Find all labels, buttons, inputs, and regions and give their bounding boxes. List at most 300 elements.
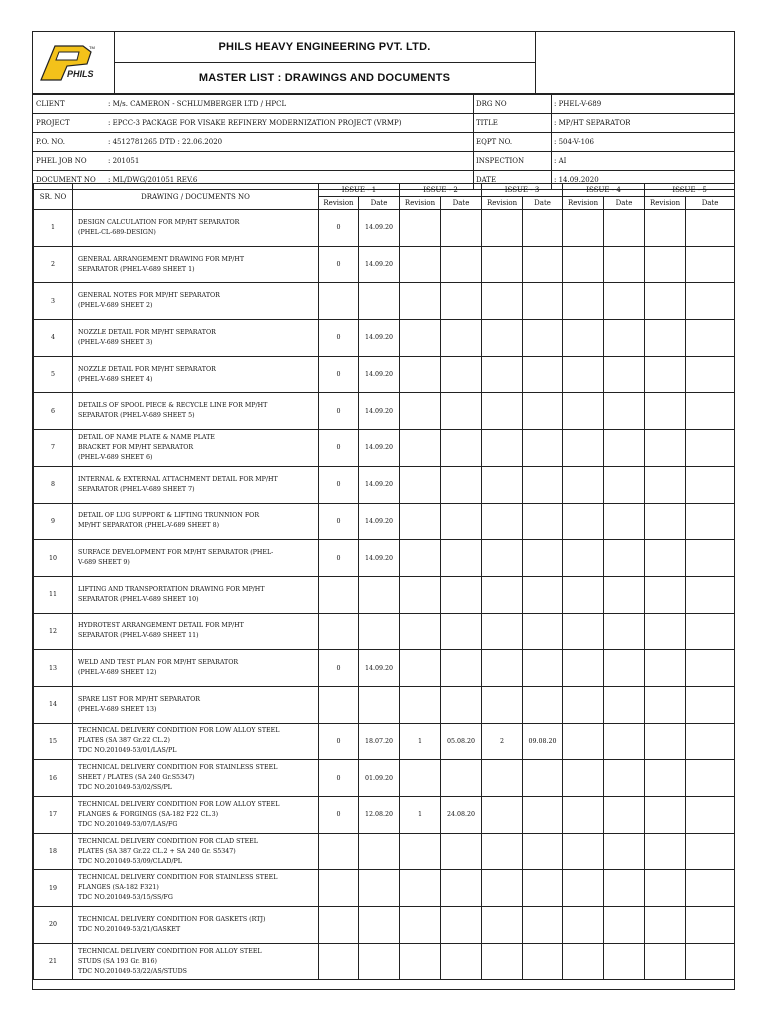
- table-row: [34, 760, 735, 797]
- issue-2-date-cell: [441, 283, 482, 320]
- issue-3-date-cell: [523, 797, 563, 834]
- empty-issue-cell: [645, 466, 686, 503]
- description-line: TECHNICAL DELIVERY CONDITION FOR LOW ALLOY STEEL: [78, 727, 280, 735]
- company-name: PHILS HEAVY ENGINEERING PVT. LTD.: [114, 32, 535, 63]
- issue-1-revision-cell: 0: [319, 210, 359, 247]
- empty-issue-cell: [645, 430, 686, 467]
- issue-3-date-cell: [523, 760, 563, 797]
- description-line: (PHEL-V-689 SHEET 13): [78, 705, 157, 713]
- issue-1-date-cell: [359, 907, 400, 944]
- issue-1-revision-cell: 0: [319, 540, 359, 577]
- issue-3-date-cell: [523, 833, 563, 870]
- issue-1-revision-cell: 0: [319, 393, 359, 430]
- drg-no-value: : PHEL-V-689: [554, 100, 602, 108]
- empty-issue-cell: [686, 430, 735, 467]
- issue-2-revision-cell: [400, 320, 441, 357]
- issue-1-revision-cell: 0: [319, 466, 359, 503]
- date-subheader: Date: [686, 197, 735, 210]
- issue-3-revision-cell: [482, 833, 523, 870]
- empty-issue-cell: [645, 393, 686, 430]
- empty-issue-cell: [604, 503, 645, 540]
- master-list-sheet: [32, 31, 735, 990]
- issue-2-date-cell: [441, 870, 482, 907]
- sr-no-cell: 3: [34, 283, 73, 320]
- description-line: (PHEL-V-689 SHEET 3): [78, 338, 153, 346]
- table-row: [34, 870, 735, 907]
- sr-no-cell: 17: [34, 797, 73, 834]
- issue-3-date-cell: [523, 246, 563, 283]
- issue-3-date-cell: [523, 943, 563, 980]
- issue-2-revision-cell: [400, 210, 441, 247]
- sr-no-cell: 16: [34, 760, 73, 797]
- issue-3-date-cell: [523, 907, 563, 944]
- issue-3-date-cell: [523, 576, 563, 613]
- issue-3-revision-cell: [482, 430, 523, 467]
- issue-1-date-cell: 14.09.20: [359, 393, 400, 430]
- empty-issue-cell: [604, 540, 645, 577]
- issue-2-date-cell: [441, 356, 482, 393]
- issue-2-date-cell: 24.08.20: [441, 797, 482, 834]
- empty-issue-cell: [645, 503, 686, 540]
- document-description-cell: [73, 760, 319, 797]
- description-line: PLATES (SA 387 Gr.22 CL.2): [78, 737, 170, 745]
- issue-1-date-cell: 14.09.20: [359, 503, 400, 540]
- title-cell: [114, 32, 536, 93]
- table-row: [34, 430, 735, 467]
- issue-2-date-cell: [441, 760, 482, 797]
- issue-2-revision-cell: [400, 356, 441, 393]
- description-line: (PHEL-V-689 SHEET 4): [78, 375, 153, 383]
- description-line: TECHNICAL DELIVERY CONDITION FOR CLAD STEEL: [78, 837, 258, 845]
- logo-tm: TM: [89, 45, 95, 50]
- empty-issue-cell: [604, 283, 645, 320]
- empty-issue-cell: [563, 686, 604, 723]
- document-description-cell: [73, 833, 319, 870]
- empty-issue-cell: [645, 650, 686, 687]
- sr-no-cell: 21: [34, 943, 73, 980]
- empty-issue-cell: [563, 210, 604, 247]
- table-row: [34, 576, 735, 613]
- issue-4-header: ISSUE - 4: [563, 184, 645, 197]
- divider: [473, 133, 474, 151]
- empty-issue-cell: [645, 576, 686, 613]
- empty-issue-cell: [563, 393, 604, 430]
- date-label: DATE: [476, 176, 497, 184]
- issue-3-header: ISSUE - 3: [482, 184, 563, 197]
- document-description-cell: [73, 246, 319, 283]
- empty-issue-cell: [563, 943, 604, 980]
- description-line: HYDROTEST ARRANGEMENT DETAIL FOR MP/HT: [78, 622, 244, 630]
- revision-subheader: Revision: [482, 197, 523, 210]
- issue-2-revision-cell: [400, 430, 441, 467]
- issue-1-revision-cell: 0: [319, 320, 359, 357]
- issue-1-date-cell: 14.09.20: [359, 540, 400, 577]
- empty-issue-cell: [563, 430, 604, 467]
- empty-issue-cell: [604, 907, 645, 944]
- empty-issue-cell: [686, 356, 735, 393]
- description-line: (PHEL-V-689 SHEET 6): [78, 453, 153, 461]
- divider: [473, 152, 474, 170]
- issue-3-revision-cell: [482, 686, 523, 723]
- issue-1-revision-cell: 0: [319, 797, 359, 834]
- document-description-cell: [73, 283, 319, 320]
- issue-2-date-cell: [441, 393, 482, 430]
- docno-label: DOCUMENT NO: [36, 176, 96, 184]
- sr-no-cell: 7: [34, 430, 73, 467]
- empty-issue-cell: [645, 797, 686, 834]
- client-value: : M/s. CAMERON - SCHLUMBERGER LTD / HPCL: [108, 100, 287, 108]
- empty-issue-cell: [686, 760, 735, 797]
- description-line: NOZZLE DETAIL FOR MP/HT SEPARATOR: [78, 365, 216, 373]
- logo-cell: [33, 32, 115, 93]
- issue-1-date-cell: 12.08.20: [359, 797, 400, 834]
- issue-3-revision-cell: [482, 246, 523, 283]
- issue-2-date-cell: [441, 576, 482, 613]
- description-line: TECHNICAL DELIVERY CONDITION FOR LOW ALLOY STEEL: [78, 800, 280, 808]
- description-line: (PHEL-CL-689-DESIGN): [78, 228, 156, 236]
- issue-3-date-cell: [523, 503, 563, 540]
- project-label: PROJECT: [36, 119, 70, 127]
- table-row: [34, 466, 735, 503]
- issue-2-date-cell: [441, 907, 482, 944]
- document-description-cell: [73, 686, 319, 723]
- empty-issue-cell: [645, 246, 686, 283]
- issue-1-date-cell: [359, 943, 400, 980]
- header-blank-cell: [535, 32, 734, 93]
- empty-issue-cell: [563, 283, 604, 320]
- empty-issue-cell: [604, 356, 645, 393]
- description-line: TDC NO.201049-53/22/AS/STUDS: [78, 967, 187, 975]
- info-row-client: [33, 95, 734, 114]
- empty-issue-cell: [686, 650, 735, 687]
- issue-1-date-cell: [359, 613, 400, 650]
- document-description-cell: [73, 613, 319, 650]
- document-description-cell: [73, 797, 319, 834]
- issue-1-date-cell: 14.09.20: [359, 320, 400, 357]
- issue-2-date-cell: [441, 943, 482, 980]
- empty-issue-cell: [604, 210, 645, 247]
- issue-1-date-cell: [359, 870, 400, 907]
- issue-1-revision-cell: 0: [319, 246, 359, 283]
- title-value: : MP/HT SEPARATOR: [554, 119, 631, 127]
- issue-1-date-cell: 14.09.20: [359, 246, 400, 283]
- empty-issue-cell: [563, 907, 604, 944]
- issue-3-revision-cell: [482, 650, 523, 687]
- empty-issue-cell: [645, 760, 686, 797]
- eqpt-value: : 504-V-106: [554, 138, 594, 146]
- description-line: TDC NO.201049-53/02/SS/PL: [78, 784, 172, 792]
- sr-no-cell: 18: [34, 833, 73, 870]
- issue-3-date-cell: [523, 540, 563, 577]
- issue-3-date-cell: [523, 466, 563, 503]
- empty-issue-cell: [686, 503, 735, 540]
- empty-issue-cell: [645, 210, 686, 247]
- description-line: BRACKET FOR MP/HT SEPARATOR: [78, 443, 194, 451]
- description-line: V-689 SHEET 9): [78, 559, 130, 567]
- job-value: : 201051: [108, 157, 140, 165]
- table-row: [34, 320, 735, 357]
- client-label: CLIENT: [36, 100, 65, 108]
- issue-2-revision-cell: [400, 907, 441, 944]
- sr-no-cell: 10: [34, 540, 73, 577]
- table-row: [34, 943, 735, 980]
- document-description-cell: [73, 430, 319, 467]
- issue-1-revision-cell: [319, 833, 359, 870]
- issue-3-revision-cell: [482, 760, 523, 797]
- issue-3-date-cell: [523, 210, 563, 247]
- empty-issue-cell: [686, 870, 735, 907]
- description-line: SURFACE DEVELOPMENT FOR MP/HT SEPARATOR (PHEL-: [78, 549, 274, 557]
- sr-no-cell: 1: [34, 210, 73, 247]
- empty-issue-cell: [563, 356, 604, 393]
- sr-no-cell: 8: [34, 466, 73, 503]
- empty-issue-cell: [604, 613, 645, 650]
- issue-3-date-cell: [523, 430, 563, 467]
- description-line: SEPARATOR (PHEL-V-689 SHEET 10): [78, 595, 199, 603]
- empty-issue-cell: [686, 723, 735, 760]
- description-line: (PHEL-V-689 SHEET 2): [78, 302, 153, 310]
- divider: [551, 114, 552, 132]
- empty-issue-cell: [645, 613, 686, 650]
- col-srno-header: SR. NO: [34, 184, 73, 210]
- empty-issue-cell: [563, 503, 604, 540]
- description-line: PLATES (SA 387 Gr.22 CL.2 + SA 240 Gr. S5347): [78, 847, 236, 855]
- document-header: [33, 32, 734, 93]
- issue-2-date-cell: [441, 650, 482, 687]
- description-line: FLANGES (SA-182 F321): [78, 884, 159, 892]
- issue-3-revision-cell: [482, 540, 523, 577]
- issue-3-revision-cell: [482, 283, 523, 320]
- document-description-cell: [73, 320, 319, 357]
- table-header-row: [34, 184, 735, 197]
- issue-2-date-cell: [441, 503, 482, 540]
- empty-issue-cell: [563, 723, 604, 760]
- empty-issue-cell: [645, 943, 686, 980]
- issue-2-revision-cell: [400, 393, 441, 430]
- table-row: [34, 907, 735, 944]
- issue-3-revision-cell: [482, 503, 523, 540]
- empty-issue-cell: [563, 833, 604, 870]
- document-description-cell: [73, 870, 319, 907]
- issue-1-date-cell: 14.09.20: [359, 356, 400, 393]
- issue-3-revision-cell: [482, 210, 523, 247]
- table-row: [34, 797, 735, 834]
- issue-1-revision-cell: 0: [319, 650, 359, 687]
- logo-text: PHILS: [67, 69, 94, 79]
- empty-issue-cell: [686, 320, 735, 357]
- empty-issue-cell: [686, 466, 735, 503]
- empty-issue-cell: [645, 283, 686, 320]
- issue-5-header: ISSUE - 5: [645, 184, 735, 197]
- empty-issue-cell: [686, 540, 735, 577]
- table-row: [34, 283, 735, 320]
- document-title: MASTER LIST : DRAWINGS AND DOCUMENTS: [198, 72, 451, 84]
- drg-no-label: DRG NO: [476, 100, 507, 108]
- divider: [551, 95, 552, 113]
- issue-3-date-cell: [523, 283, 563, 320]
- info-row-project: [33, 114, 734, 133]
- empty-issue-cell: [686, 943, 735, 980]
- empty-issue-cell: [645, 320, 686, 357]
- issue-1-revision-cell: [319, 576, 359, 613]
- info-block: [33, 93, 734, 190]
- documents-table: [33, 183, 735, 980]
- issue-1-date-cell: 14.09.20: [359, 210, 400, 247]
- empty-issue-cell: [645, 540, 686, 577]
- empty-issue-cell: [686, 833, 735, 870]
- issue-2-revision-cell: [400, 613, 441, 650]
- description-line: TECHNICAL DELIVERY CONDITION FOR ALLOY STEEL: [78, 947, 262, 955]
- issue-2-date-cell: [441, 320, 482, 357]
- empty-issue-cell: [604, 833, 645, 870]
- sr-no-cell: 5: [34, 356, 73, 393]
- issue-1-date-cell: 01.09.20: [359, 760, 400, 797]
- description-line: WELD AND TEST PLAN FOR MP/HT SEPARATOR: [78, 659, 239, 667]
- description-line: TECHNICAL DELIVERY CONDITION FOR STAINLESS STEEL: [78, 874, 278, 882]
- table-row: [34, 210, 735, 247]
- empty-issue-cell: [686, 797, 735, 834]
- date-subheader: Date: [523, 197, 563, 210]
- table-row: [34, 540, 735, 577]
- revision-subheader: Revision: [319, 197, 359, 210]
- issue-2-date-cell: [441, 466, 482, 503]
- empty-issue-cell: [563, 466, 604, 503]
- issue-2-revision-cell: [400, 870, 441, 907]
- table-row: [34, 833, 735, 870]
- description-line: SEPARATOR (PHEL-V-689 SHEET 7): [78, 485, 195, 493]
- table-row: [34, 503, 735, 540]
- empty-issue-cell: [604, 320, 645, 357]
- issue-2-date-cell: [441, 430, 482, 467]
- issue-1-date-cell: [359, 576, 400, 613]
- divider: [473, 95, 474, 113]
- document-description-cell: [73, 576, 319, 613]
- description-line: TECHNICAL DELIVERY CONDITION FOR STAINLESS STEEL: [78, 764, 278, 772]
- issue-1-date-cell: [359, 833, 400, 870]
- description-line: SEPARATOR (PHEL-V-689 SHEET 5): [78, 412, 195, 420]
- sr-no-cell: 6: [34, 393, 73, 430]
- table-row: [34, 723, 735, 760]
- document-description-cell: [73, 650, 319, 687]
- issue-2-revision-cell: [400, 466, 441, 503]
- document-description-cell: [73, 356, 319, 393]
- empty-issue-cell: [686, 393, 735, 430]
- issue-2-revision-cell: [400, 650, 441, 687]
- issue-2-date-cell: [441, 613, 482, 650]
- issue-1-revision-cell: [319, 943, 359, 980]
- issue-2-revision-cell: 1: [400, 723, 441, 760]
- document-description-cell: [73, 723, 319, 760]
- empty-issue-cell: [604, 943, 645, 980]
- revision-subheader: Revision: [645, 197, 686, 210]
- description-line: TDC NO.201049-53/15/SS/FG: [78, 894, 173, 902]
- revision-subheader: Revision: [563, 197, 604, 210]
- sr-no-cell: 15: [34, 723, 73, 760]
- empty-issue-cell: [645, 686, 686, 723]
- po-label: P.O. NO.: [36, 138, 65, 146]
- date-value: : 14.09.2020: [554, 176, 599, 184]
- document-description-cell: [73, 540, 319, 577]
- empty-issue-cell: [604, 723, 645, 760]
- description-line: TECHNICAL DELIVERY CONDITION FOR GASKETS (RTJ): [78, 915, 266, 923]
- table-row: [34, 613, 735, 650]
- issue-2-revision-cell: [400, 686, 441, 723]
- document-description-cell: [73, 943, 319, 980]
- issue-2-revision-cell: [400, 540, 441, 577]
- issue-3-date-cell: 09.08.20: [523, 723, 563, 760]
- description-line: SEPARATOR (PHEL-V-689 SHEET 1): [78, 265, 195, 273]
- date-subheader: Date: [359, 197, 400, 210]
- issue-2-revision-cell: [400, 760, 441, 797]
- description-line: DESIGN CALCULATION FOR MP/HT SEPARATOR: [78, 218, 240, 226]
- sr-no-cell: 2: [34, 246, 73, 283]
- empty-issue-cell: [563, 540, 604, 577]
- empty-issue-cell: [645, 723, 686, 760]
- issue-3-revision-cell: [482, 797, 523, 834]
- issue-2-revision-cell: [400, 576, 441, 613]
- issue-3-revision-cell: [482, 320, 523, 357]
- issue-3-date-cell: [523, 650, 563, 687]
- empty-issue-cell: [686, 246, 735, 283]
- empty-issue-cell: [563, 320, 604, 357]
- empty-issue-cell: [604, 760, 645, 797]
- description-line: DETAIL OF NAME PLATE & NAME PLATE: [78, 433, 215, 441]
- job-label: PHEL JOB NO: [36, 157, 87, 165]
- date-subheader: Date: [441, 197, 482, 210]
- description-line: DETAIL OF LUG SUPPORT & LIFTING TRUNNION FOR: [78, 512, 260, 520]
- issue-2-date-cell: [441, 540, 482, 577]
- issue-1-revision-cell: [319, 870, 359, 907]
- empty-issue-cell: [686, 283, 735, 320]
- issue-2-date-cell: [441, 833, 482, 870]
- empty-issue-cell: [686, 907, 735, 944]
- sr-no-cell: 19: [34, 870, 73, 907]
- revision-subheader: Revision: [400, 197, 441, 210]
- issue-1-revision-cell: 0: [319, 760, 359, 797]
- divider: [473, 114, 474, 132]
- issue-1-revision-cell: 0: [319, 503, 359, 540]
- empty-issue-cell: [604, 797, 645, 834]
- title-label: TITLE: [476, 119, 498, 127]
- issue-1-revision-cell: [319, 686, 359, 723]
- issue-3-date-cell: [523, 870, 563, 907]
- description-line: TDC NO.201049-53/01/LAS/PL: [78, 747, 177, 755]
- description-line: TDC NO.201049-53/07/LAS/FG: [78, 820, 178, 828]
- docno-value: : ML/DWG/201051 REV.6: [108, 176, 198, 184]
- document-description-cell: [73, 907, 319, 944]
- issue-1-date-cell: 14.09.20: [359, 430, 400, 467]
- description-line: SPARE LIST FOR MP/HT SEPARATOR: [78, 695, 200, 703]
- issue-3-date-cell: [523, 613, 563, 650]
- issue-1-revision-cell: 0: [319, 723, 359, 760]
- issue-2-revision-cell: [400, 246, 441, 283]
- issue-2-date-cell: [441, 210, 482, 247]
- description-line: INTERNAL & EXTERNAL ATTACHMENT DETAIL FOR MP/HT: [78, 475, 278, 483]
- issue-3-date-cell: [523, 686, 563, 723]
- issue-2-date-cell: [441, 686, 482, 723]
- issue-1-revision-cell: [319, 283, 359, 320]
- issue-1-revision-cell: [319, 907, 359, 944]
- description-line: SHEET / PLATES (SA 240 Gr.S5347): [78, 774, 195, 782]
- empty-issue-cell: [645, 833, 686, 870]
- empty-issue-cell: [563, 797, 604, 834]
- empty-issue-cell: [645, 870, 686, 907]
- description-line: TDC NO.201049-53/09/CLAD/PL: [78, 857, 182, 865]
- empty-issue-cell: [645, 907, 686, 944]
- document-description-cell: [73, 466, 319, 503]
- project-value: : EPCC-3 PACKAGE FOR VISAKE REFINERY MODERNIZATION PROJECT (VRMP): [108, 119, 402, 127]
- issue-2-date-cell: 05.08.20: [441, 723, 482, 760]
